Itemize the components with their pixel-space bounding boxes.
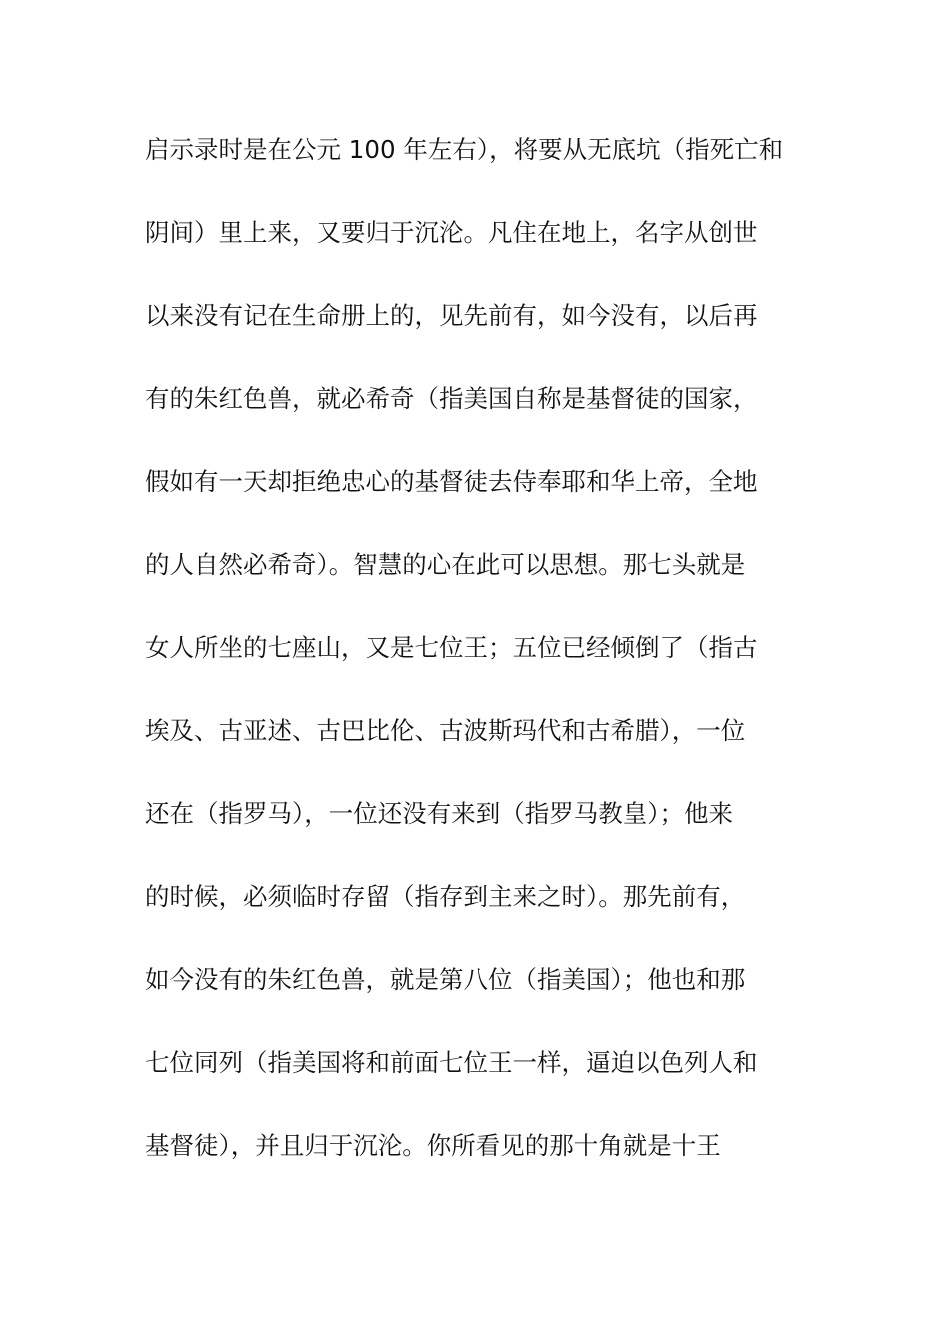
text-line-4: 有的朱红色兽，就必希奇（指美国自称是基督徒的国家， <box>145 384 758 413</box>
text-line-13: 基督徒），并且归于沉沦。你所看见的那十角就是十王 <box>145 1131 721 1160</box>
text-line-6: 的人自然必希奇）。智慧的心在此可以思想。那七头就是 <box>145 550 746 579</box>
text-line-12: 七位同列（指美国将和前面七位王一样，逼迫以色列人和 <box>145 1048 758 1077</box>
text-line-11: 如今没有的朱红色兽，就是第八位（指美国）；他也和那 <box>145 965 746 994</box>
text-line-3: 以来没有记在生命册上的，见先前有，如今没有，以后再 <box>145 301 758 330</box>
text-line-10: 的时候，必须临时存留（指存到主来之时）。那先前有， <box>145 882 746 911</box>
text-line-8: 埃及、古亚述、古巴比伦、古波斯玛代和古希腊），一位 <box>145 716 746 745</box>
text-line-5: 假如有一天却拒绝忠心的基督徒去侍奉耶和华上帝，全地 <box>145 467 758 496</box>
text-line-1: 启示录时是在公元 100 年左右），将要从无底坑（指死亡和 <box>145 135 784 164</box>
text-line-7: 女人所坐的七座山，又是七位王；五位已经倾倒了（指古 <box>145 633 758 662</box>
body-text <box>145 128 825 1207</box>
text-line-2: 阴间）里上来，又要归于沉沦。凡住在地上，名字从创世 <box>145 218 758 247</box>
text-line-9: 还在（指罗马），一位还没有来到（指罗马教皇）；他来 <box>145 799 733 828</box>
